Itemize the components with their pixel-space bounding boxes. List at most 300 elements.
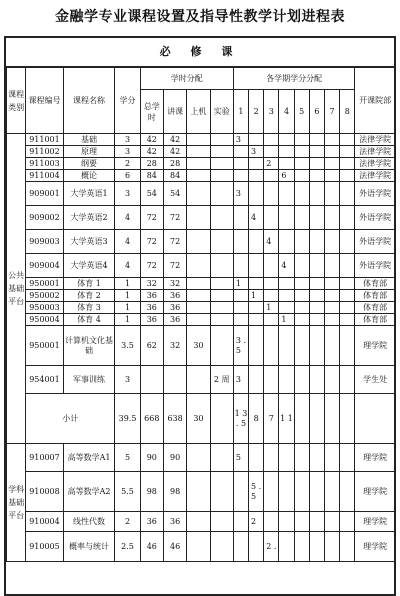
course-total-hours: 42 [140,134,163,146]
term-8-credit [340,278,355,290]
course-lecture-hours: 90 [163,444,186,472]
course-computer-hours [187,182,210,206]
course-code: 909004 [26,254,63,278]
term-5-credit [294,290,309,302]
term-6-credit [309,230,324,254]
term-7-credit [324,182,339,206]
course-dept: 学生处 [355,366,396,394]
term-2-credit [249,314,264,326]
term-7-credit [324,290,339,302]
header-total-hours: 总学时 [140,90,163,134]
category-cell: 公共基础平台 [7,134,26,444]
term-4-credit [279,134,294,146]
term-7-credit [324,302,339,314]
header-experiment: 实验 [210,90,233,134]
term-1-credit [233,314,248,326]
term-2-credit: 4 [249,206,264,230]
course-row [7,366,396,394]
course-total-hours: 36 [140,290,163,302]
subtotal-row [7,394,396,444]
course-name: 军事训练 [63,366,115,394]
term-8-credit [340,182,355,206]
course-experiment-hours [210,146,233,158]
term-7-credit [324,134,339,146]
subtotal-lecture-hours: 638 [163,394,186,444]
term-3-credit [264,182,279,206]
term-6-credit [309,146,324,158]
course-lecture-hours: 42 [163,134,186,146]
course-row [7,326,396,366]
term-8-credit [340,314,355,326]
term-7-credit [324,230,339,254]
course-lecture-hours: 36 [163,302,186,314]
course-row [7,182,396,206]
course-code: 910007 [26,444,63,472]
header-dept: 开课院部 [355,68,396,134]
term-7-credit [324,472,339,512]
course-name: 线性代数 [63,512,115,532]
course-row [7,158,396,170]
header-term-8: 8 [340,90,355,134]
course-lecture-hours: 84 [163,170,186,182]
term-5-credit [294,170,309,182]
term-3-credit [264,326,279,366]
header-term-2: 2 [249,90,264,134]
term-6-credit [309,182,324,206]
term-5-credit [294,278,309,290]
course-code: 911002 [26,146,63,158]
course-dept: 体育部 [355,314,396,326]
term-7-credit [324,532,339,562]
category-cell: 学科基础平台 [7,444,26,562]
course-computer-hours [187,206,210,230]
term-7-credit [324,170,339,182]
subtotal-dept [355,394,396,444]
course-row [7,134,396,146]
term-6-credit [309,206,324,230]
term-2-credit [249,302,264,314]
course-code: 909001 [26,182,63,206]
term-3-credit: 4 [264,230,279,254]
course-lecture-hours: 36 [163,290,186,302]
course-total-hours: 62 [140,326,163,366]
term-5-credit [294,532,309,562]
subtotal-total-hours: 668 [140,394,163,444]
term-1-credit [233,532,248,562]
course-name: 大学英语4 [63,254,115,278]
course-credit: 3 [115,366,140,394]
course-credit: 5 [115,444,140,472]
course-lecture-hours: 32 [163,278,186,290]
course-computer-hours [187,290,210,302]
term-5-credit [294,444,309,472]
term-4-credit: 4 [279,254,294,278]
course-lecture-hours: 72 [163,254,186,278]
header-term-6: 6 [309,90,324,134]
term-3-credit [264,290,279,302]
course-dept: 外语学院 [355,206,396,230]
course-credit: 4 [115,254,140,278]
term-1-credit: 3 [233,366,248,394]
term-8-credit [340,158,355,170]
course-computer-hours [187,472,210,512]
course-name: 体育 3 [63,302,115,314]
term-5-credit [294,512,309,532]
course-lecture-hours: 28 [163,158,186,170]
course-total-hours: 28 [140,158,163,170]
course-total-hours: 72 [140,254,163,278]
course-code: 954001 [26,366,63,394]
term-1-credit [233,146,248,158]
term-7-credit [324,278,339,290]
term-4-credit [279,512,294,532]
course-experiment-hours [210,314,233,326]
term-1-credit: 5 [233,444,248,472]
term-2-credit [249,158,264,170]
term-8-credit [340,472,355,512]
term-6-credit [309,444,324,472]
term-7-credit [324,146,339,158]
term-2-credit [249,230,264,254]
course-lecture-hours: 36 [163,314,186,326]
header-term-7: 7 [324,90,339,134]
course-experiment-hours [210,444,233,472]
course-name: 高等数学A1 [63,444,115,472]
term-3-credit: 2 [264,158,279,170]
subtotal-experiment-hours [210,394,233,444]
course-computer-hours [187,512,210,532]
course-computer-hours [187,170,210,182]
term-4-credit [279,278,294,290]
term-3-credit [264,314,279,326]
term-7-credit [324,366,339,394]
term-8-credit [340,134,355,146]
term-4-credit [279,326,294,366]
course-code: 950003 [26,302,63,314]
course-code: 910004 [26,512,63,532]
term-8-credit [340,170,355,182]
course-name: 纲要 [63,158,115,170]
course-name: 计算机文化基础 [63,326,115,366]
course-credit: 2 [115,158,140,170]
header-hours-group: 学时分配 [140,68,233,90]
subtotal-term-8 [340,394,355,444]
term-5-credit [294,146,309,158]
term-2-credit: 5 . 5 [249,472,264,512]
term-1-credit [233,472,248,512]
header-term-3: 3 [264,90,279,134]
course-credit: 3 [115,146,140,158]
term-6-credit [309,314,324,326]
term-5-credit [294,366,309,394]
course-code: 911003 [26,158,63,170]
term-1-credit [233,290,248,302]
term-3-credit: 2 . [264,532,279,562]
course-total-hours: 36 [140,314,163,326]
course-total-hours: 90 [140,444,163,472]
course-dept: 理学院 [355,472,396,512]
document-title: 金融学专业课程设置及指导性教学计划进程表 [55,9,345,25]
term-8-credit [340,146,355,158]
course-lecture-hours [163,366,186,394]
term-3-credit [264,146,279,158]
course-code: 909002 [26,206,63,230]
term-2-credit: 2 [249,512,264,532]
course-name: 大学英语2 [63,206,115,230]
course-total-hours: 84 [140,170,163,182]
term-4-credit [279,302,294,314]
term-2-credit [249,170,264,182]
subtotal-term-5 [294,394,309,444]
course-total-hours: 42 [140,146,163,158]
course-row [7,532,396,562]
course-name: 大学英语3 [63,230,115,254]
header-term-1: 1 [233,90,248,134]
course-computer-hours [187,254,210,278]
term-1-credit [233,254,248,278]
course-dept: 法律学院 [355,170,396,182]
course-row [7,472,396,512]
term-1-credit [233,170,248,182]
course-credit: 2 [115,512,140,532]
course-computer-hours [187,278,210,290]
term-3-credit: 1 [264,302,279,314]
course-experiment-hours [210,134,233,146]
term-1-credit [233,512,248,532]
course-computer-hours: 30 [187,326,210,366]
term-4-credit [279,290,294,302]
course-name: 体育 4 [63,314,115,326]
subtotal-term-6 [309,394,324,444]
term-3-credit [264,134,279,146]
course-experiment-hours [210,532,233,562]
course-code: 909003 [26,230,63,254]
term-3-credit [264,472,279,512]
course-name: 概论 [63,170,115,182]
term-5-credit [294,158,309,170]
course-total-hours: 72 [140,230,163,254]
course-dept: 法律学院 [355,134,396,146]
term-6-credit [309,302,324,314]
term-1-credit: 3 [233,134,248,146]
subtotal-label: 小计 [26,394,115,444]
term-8-credit [340,230,355,254]
term-6-credit [309,326,324,366]
curriculum-table [6,67,396,562]
course-lecture-hours: 72 [163,206,186,230]
course-lecture-hours: 36 [163,512,186,532]
term-5-credit [294,182,309,206]
course-computer-hours [187,302,210,314]
course-total-hours: 36 [140,512,163,532]
course-row [7,170,396,182]
course-computer-hours [187,230,210,254]
course-name: 概率与统计 [63,532,115,562]
term-7-credit [324,206,339,230]
course-credit: 4 [115,206,140,230]
term-2-credit [249,326,264,366]
term-3-credit [264,206,279,230]
course-experiment-hours [210,182,233,206]
course-lecture-hours: 72 [163,230,186,254]
course-code: 911004 [26,170,63,182]
course-experiment-hours [210,278,233,290]
course-experiment-hours [210,230,233,254]
term-4-credit [279,444,294,472]
course-dept: 法律学院 [355,146,396,158]
term-5-credit [294,314,309,326]
course-row [7,146,396,158]
course-credit: 4 [115,230,140,254]
term-1-credit [233,158,248,170]
course-experiment-hours [210,472,233,512]
term-4-credit [279,158,294,170]
term-5-credit [294,302,309,314]
header-name: 课程名称 [63,68,115,134]
subtotal-computer-hours: 30 [187,394,210,444]
course-code: 950004 [26,314,63,326]
course-code: 950002 [26,290,63,302]
term-3-credit [264,366,279,394]
term-1-credit: 3 [233,182,248,206]
course-total-hours: 54 [140,182,163,206]
term-2-credit: 1 [249,290,264,302]
term-4-credit [279,206,294,230]
term-4-credit [279,366,294,394]
term-6-credit [309,512,324,532]
course-credit: 6 [115,170,140,182]
term-7-credit [324,512,339,532]
term-3-credit [264,254,279,278]
term-6-credit [309,366,324,394]
course-total-hours: 98 [140,472,163,512]
course-dept: 理学院 [355,444,396,472]
course-total-hours: 72 [140,206,163,230]
term-8-credit [340,512,355,532]
course-credit: 1 [115,314,140,326]
term-6-credit [309,158,324,170]
term-8-credit [340,326,355,366]
course-computer-hours [187,146,210,158]
course-row [7,302,396,314]
course-lecture-hours: 54 [163,182,186,206]
course-computer-hours [187,134,210,146]
course-computer-hours [187,444,210,472]
course-row [7,512,396,532]
term-6-credit [309,278,324,290]
course-dept: 体育部 [355,278,396,290]
term-7-credit [324,444,339,472]
term-8-credit [340,302,355,314]
course-credit: 5.5 [115,472,140,512]
course-experiment-hours [210,326,233,366]
term-2-credit [249,444,264,472]
term-4-credit [279,182,294,206]
subtotal-term-4: 1 1 [279,394,294,444]
course-experiment-hours [210,290,233,302]
course-credit: 1 [115,290,140,302]
term-1-credit [233,302,248,314]
course-name: 原理 [63,146,115,158]
course-dept: 体育部 [355,302,396,314]
course-credit: 3.5 [115,326,140,366]
term-6-credit [309,290,324,302]
term-8-credit [340,532,355,562]
course-code: 950001 [26,326,63,366]
course-code: 910005 [26,532,63,562]
term-8-credit [340,254,355,278]
course-experiment-hours [210,170,233,182]
term-6-credit [309,472,324,512]
course-dept: 理学院 [355,326,396,366]
term-5-credit [294,134,309,146]
term-2-credit [249,366,264,394]
term-6-credit [309,134,324,146]
term-7-credit [324,326,339,366]
term-4-credit [279,146,294,158]
course-code: 950001 [26,278,63,290]
term-3-credit [264,512,279,532]
course-experiment-hours [210,254,233,278]
course-lecture-hours: 42 [163,146,186,158]
term-2-credit [249,532,264,562]
term-1-credit [233,206,248,230]
course-name: 大学英语1 [63,182,115,206]
course-row [7,230,396,254]
term-2-credit [249,278,264,290]
term-6-credit [309,532,324,562]
term-4-credit [279,472,294,512]
term-5-credit [294,230,309,254]
term-4-credit: 6 [279,170,294,182]
term-7-credit [324,254,339,278]
course-credit: 3 [115,134,140,146]
header-code: 课程编号 [26,68,63,134]
term-2-credit [249,182,264,206]
term-7-credit [324,158,339,170]
term-8-credit [340,290,355,302]
term-5-credit [294,206,309,230]
course-experiment-hours: 2 周 [210,366,233,394]
term-3-credit [264,444,279,472]
term-8-credit [340,206,355,230]
course-credit: 1 [115,302,140,314]
term-4-credit [279,532,294,562]
course-credit: 1 [115,278,140,290]
header-terms-group: 各学期学分分配 [233,68,355,90]
header-term-4: 4 [279,90,294,134]
course-total-hours: 46 [140,532,163,562]
course-row [7,290,396,302]
course-lecture-hours: 46 [163,532,186,562]
course-row [7,444,396,472]
course-dept: 外语学院 [355,230,396,254]
course-experiment-hours [210,512,233,532]
subtotal-credit: 39.5 [115,394,140,444]
course-computer-hours [187,366,210,394]
term-5-credit [294,326,309,366]
course-code: 911001 [26,134,63,146]
course-total-hours: 32 [140,278,163,290]
term-4-credit [279,230,294,254]
term-5-credit [294,472,309,512]
term-4-credit: 1 [279,314,294,326]
course-dept: 理学院 [355,512,396,532]
subtotal-term-1: 1 3 . 5 [233,394,248,444]
term-1-credit [233,230,248,254]
term-2-credit [249,254,264,278]
required-courses-banner: 必 修 课 [6,38,394,67]
